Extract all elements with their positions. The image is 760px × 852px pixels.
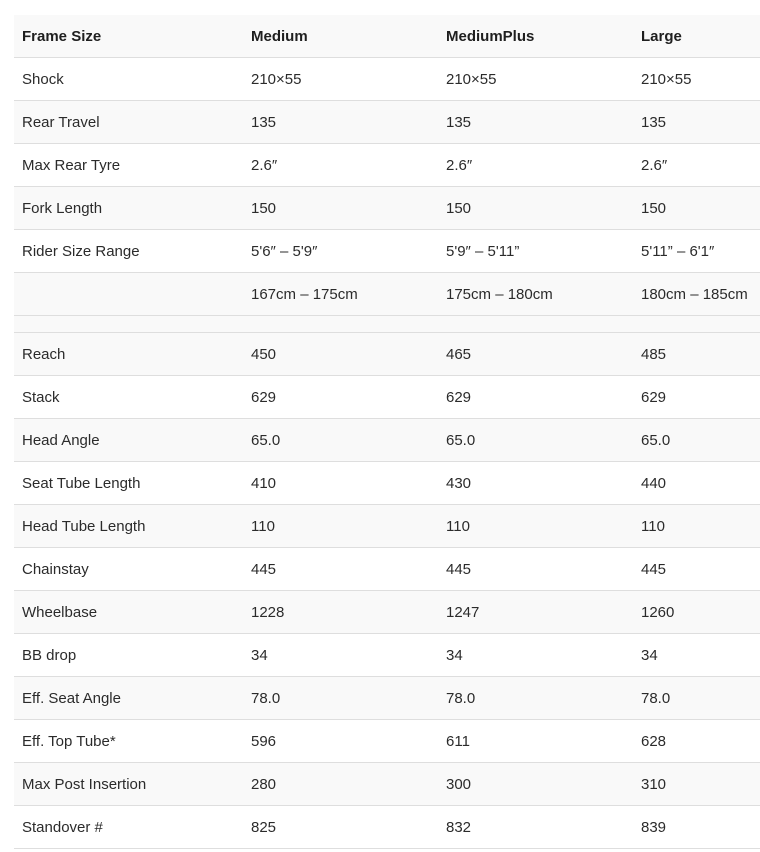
cell-mediumplus: 150 xyxy=(438,187,633,230)
cell-mediumplus: 2.6″ xyxy=(438,144,633,187)
cell-medium: 2.6″ xyxy=(243,144,438,187)
row-label: Chainstay xyxy=(14,548,243,591)
cell-medium: 5'6″ – 5'9″ xyxy=(243,230,438,273)
table-row xyxy=(14,376,760,419)
table-row xyxy=(14,720,760,763)
section-divider xyxy=(14,316,760,333)
table-row xyxy=(14,677,760,720)
row-label: Seat Tube Length xyxy=(14,462,243,505)
table-row xyxy=(14,144,760,187)
cell-large: 445 xyxy=(633,548,760,591)
cell-mediumplus: 34 xyxy=(438,634,633,677)
cell-medium: 445 xyxy=(243,548,438,591)
row-label: Head Tube Length xyxy=(14,505,243,548)
table-row xyxy=(14,462,760,505)
table-row xyxy=(14,58,760,101)
row-label: Standover # xyxy=(14,806,243,849)
cell-large: 110 xyxy=(633,505,760,548)
cell-large: 440 xyxy=(633,462,760,505)
cell-medium: 596 xyxy=(243,720,438,763)
cell-medium: 135 xyxy=(243,101,438,144)
cell-mediumplus: 832 xyxy=(438,806,633,849)
row-label: Rear Travel xyxy=(14,101,243,144)
cell-large: 150 xyxy=(633,187,760,230)
table-row xyxy=(14,273,760,316)
cell-medium: 280 xyxy=(243,763,438,806)
cell-mediumplus: 1247 xyxy=(438,591,633,634)
geometry-table xyxy=(14,15,760,849)
column-header-large: Large xyxy=(633,15,760,58)
cell-large: 629 xyxy=(633,376,760,419)
cell-mediumplus: 65.0 xyxy=(438,419,633,462)
cell-medium: 167cm – 175cm xyxy=(243,273,438,316)
cell-medium: 34 xyxy=(243,634,438,677)
row-label: Head Angle xyxy=(14,419,243,462)
cell-large: 34 xyxy=(633,634,760,677)
row-label: Stack xyxy=(14,376,243,419)
table-row xyxy=(14,230,760,273)
cell-large: 628 xyxy=(633,720,760,763)
table-row xyxy=(14,419,760,462)
cell-medium: 210×55 xyxy=(243,58,438,101)
table-row xyxy=(14,505,760,548)
table-row xyxy=(14,591,760,634)
cell-medium: 450 xyxy=(243,333,438,376)
column-header-medium: Medium xyxy=(243,15,438,58)
table-row xyxy=(14,187,760,230)
table-row xyxy=(14,634,760,677)
cell-large: 485 xyxy=(633,333,760,376)
cell-mediumplus: 110 xyxy=(438,505,633,548)
cell-large: 310 xyxy=(633,763,760,806)
row-label: Wheelbase xyxy=(14,591,243,634)
table-body xyxy=(14,58,760,849)
cell-large: 180cm – 185cm xyxy=(633,273,760,316)
cell-large: 78.0 xyxy=(633,677,760,720)
cell-medium: 110 xyxy=(243,505,438,548)
cell-mediumplus: 611 xyxy=(438,720,633,763)
cell-large: 135 xyxy=(633,101,760,144)
cell-large: 839 xyxy=(633,806,760,849)
row-label: Fork Length xyxy=(14,187,243,230)
cell-medium: 65.0 xyxy=(243,419,438,462)
table-row xyxy=(14,333,760,376)
table-row xyxy=(14,548,760,591)
cell-mediumplus: 300 xyxy=(438,763,633,806)
row-label: Reach xyxy=(14,333,243,376)
row-label: Rider Size Range xyxy=(14,230,243,273)
table-header xyxy=(14,15,760,58)
cell-mediumplus: 430 xyxy=(438,462,633,505)
table-row xyxy=(14,101,760,144)
cell-mediumplus: 445 xyxy=(438,548,633,591)
cell-medium: 410 xyxy=(243,462,438,505)
cell-medium: 78.0 xyxy=(243,677,438,720)
column-header-mediumplus: MediumPlus xyxy=(438,15,633,58)
section-divider-cell xyxy=(14,316,760,333)
row-label xyxy=(14,273,243,316)
table-row xyxy=(14,806,760,849)
row-label: Eff. Seat Angle xyxy=(14,677,243,720)
cell-mediumplus: 78.0 xyxy=(438,677,633,720)
cell-mediumplus: 135 xyxy=(438,101,633,144)
row-label: Eff. Top Tube* xyxy=(14,720,243,763)
cell-mediumplus: 465 xyxy=(438,333,633,376)
cell-large: 65.0 xyxy=(633,419,760,462)
table-row xyxy=(14,763,760,806)
cell-mediumplus: 5'9″ – 5'11” xyxy=(438,230,633,273)
row-label: Shock xyxy=(14,58,243,101)
cell-medium: 1228 xyxy=(243,591,438,634)
row-label: BB drop xyxy=(14,634,243,677)
cell-mediumplus: 175cm – 180cm xyxy=(438,273,633,316)
cell-large: 5'11” – 6'1″ xyxy=(633,230,760,273)
cell-medium: 825 xyxy=(243,806,438,849)
cell-large: 210×55 xyxy=(633,58,760,101)
header-row xyxy=(14,15,760,58)
cell-medium: 629 xyxy=(243,376,438,419)
cell-mediumplus: 210×55 xyxy=(438,58,633,101)
row-label: Max Rear Tyre xyxy=(14,144,243,187)
cell-medium: 150 xyxy=(243,187,438,230)
row-label: Max Post Insertion xyxy=(14,763,243,806)
cell-mediumplus: 629 xyxy=(438,376,633,419)
column-header-frame-size: Frame Size xyxy=(14,15,243,58)
cell-large: 2.6″ xyxy=(633,144,760,187)
cell-large: 1260 xyxy=(633,591,760,634)
